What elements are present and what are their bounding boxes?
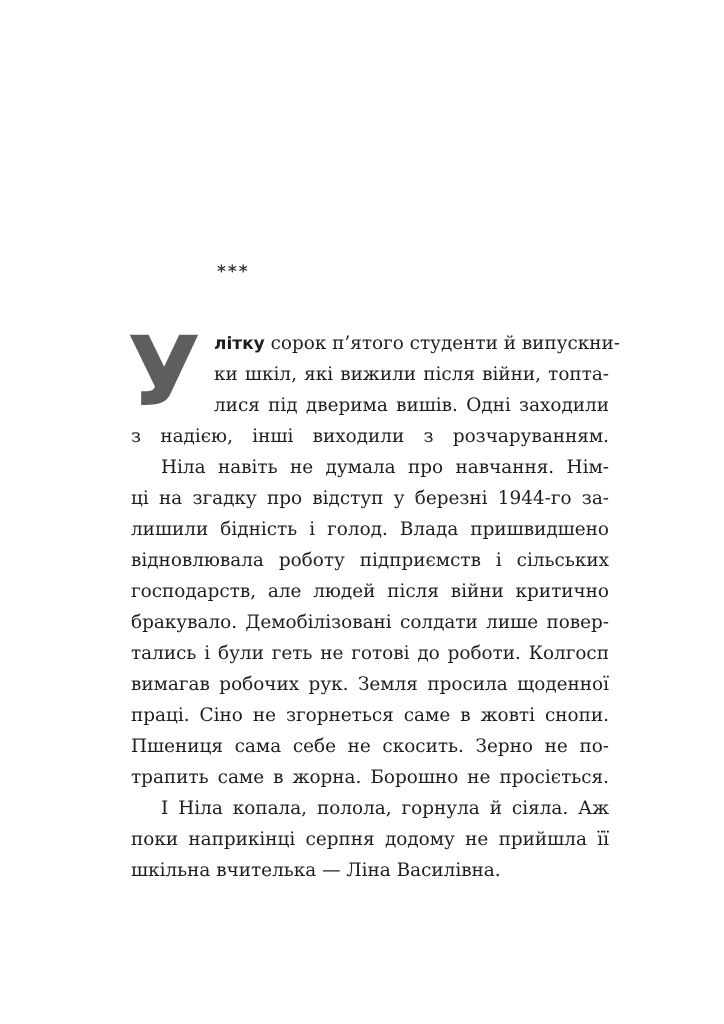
- paragraph-3: [131, 793, 609, 886]
- text-line: поки наприкінці серпня додому не прийшла її: [131, 829, 609, 850]
- text-line: лишили бідність і голод. Влада пришвидшено: [131, 519, 609, 540]
- text-line: ці на згадку про відступ у березні 1944-го за-: [131, 488, 609, 509]
- text-line: з надією, інші виходили з розчаруванням.: [131, 426, 609, 447]
- body-text: [127, 316, 621, 886]
- lead-word: літку: [214, 334, 265, 354]
- text-line: трапить саме в жорна. Борошно не просіється.: [131, 767, 609, 788]
- text-line: [214, 328, 621, 359]
- text-line: ки шкіл, які вижили після війни, топта-: [214, 364, 609, 385]
- text-line: шкільна вчителька — Ліна Василівна.: [131, 860, 501, 881]
- text-line: Пшениця сама себе не скосить. Зерно не по-: [131, 736, 609, 757]
- line-text: сорок п’ятого студенти й випускни-: [264, 333, 621, 354]
- text-line: вимагав робочих рук. Земля просила щоденної: [131, 674, 609, 695]
- paragraph-2: [131, 452, 609, 793]
- text-line: тались і були геть не готові до роботи. Колгосп: [131, 643, 609, 664]
- text-line: відновлювала роботу підприємств і сільських: [131, 550, 609, 571]
- text-line: лися під дверима вишів. Одні заходили: [214, 395, 609, 416]
- text-line: господарств, але людей після війни критично: [131, 581, 609, 602]
- text-line: бракувало. Демобілізовані солдати лише повер-: [131, 612, 609, 633]
- text-line: І Ніла копала, полола, горнула й сіяла. Аж: [161, 798, 609, 819]
- text-line: праці. Сіно не згорнеться саме в жовті снопи.: [131, 705, 609, 726]
- text-line: Ніла навіть не думала про навчання. Нім-: [161, 457, 609, 478]
- section-separator: ***: [217, 262, 250, 282]
- paragraph-1: [127, 316, 621, 452]
- drop-cap: У: [127, 316, 202, 428]
